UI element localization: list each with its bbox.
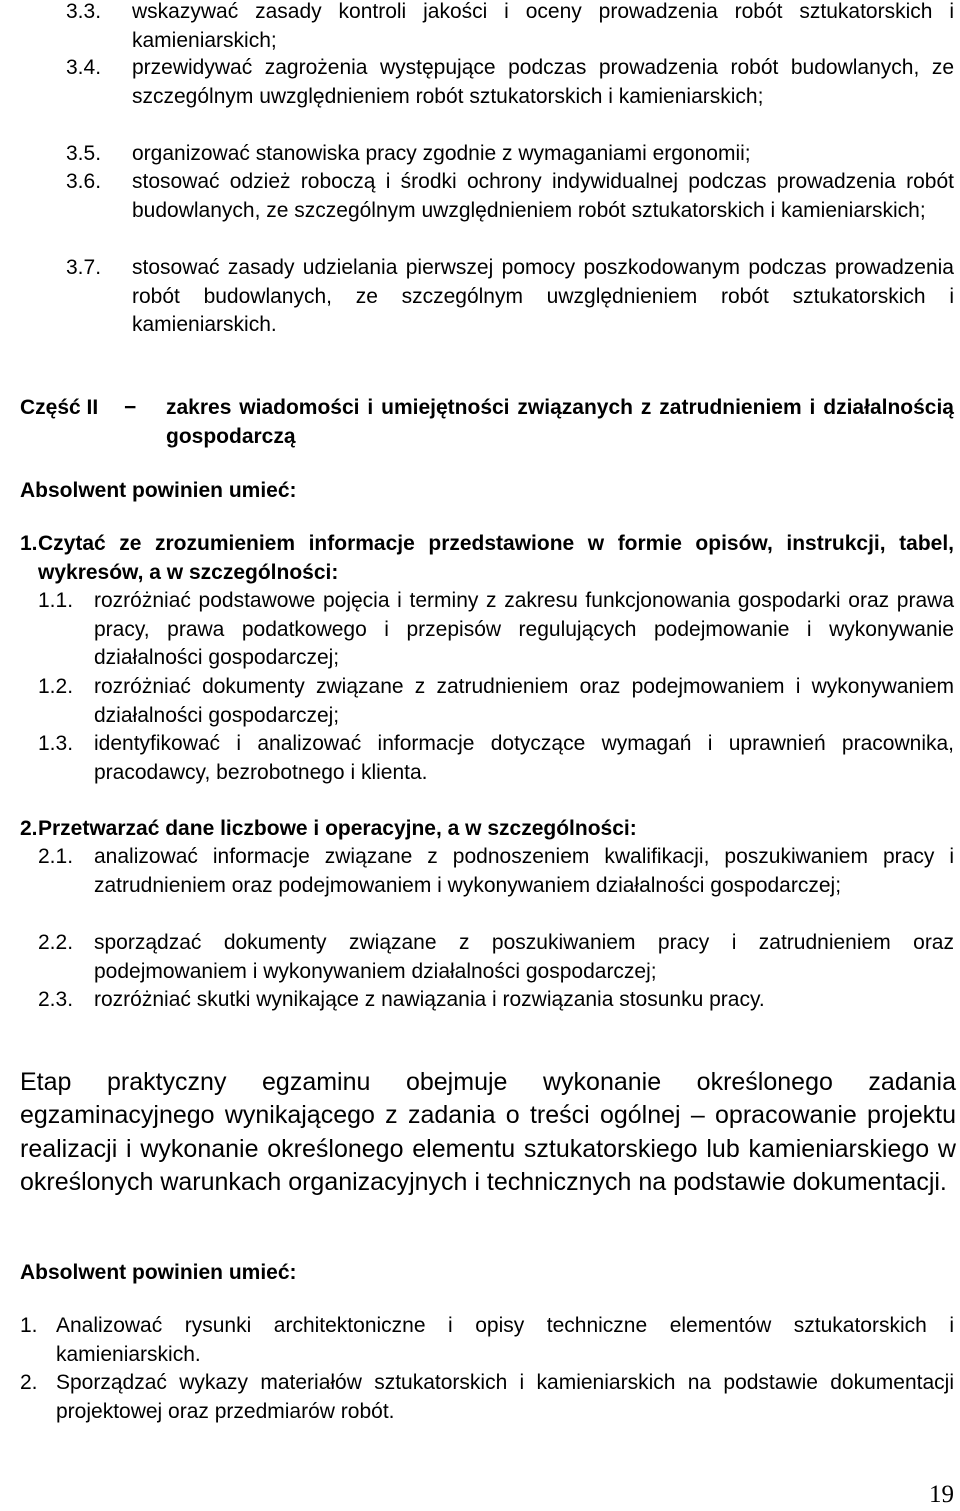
list-item-text: sporządzać dokumenty związane z poszukiwaniem pracy i zatrudnieniem oraz podejmowaniem i wykonywaniem działalności gospodarczej; [94, 931, 954, 983]
item-number: 2.1. [38, 845, 74, 868]
section-heading: Absolwent powinien umieć: [20, 479, 297, 502]
item-number: 1.1. [38, 589, 74, 612]
item-number: 3.4. [66, 56, 102, 79]
section-heading: Absolwent powinien umieć: [20, 1261, 297, 1284]
list-item-text: Sporządzać wykazy materiałów sztukatorskich i kamieniarskich na podstawie dokumentacji projektowej oraz przedmiarów robót. [56, 1371, 954, 1423]
item-number: 1.3. [38, 732, 74, 755]
item-number: 3.6. [66, 170, 102, 193]
practical-stage-paragraph: Etap praktyczny egzaminu obejmuje wykonanie określonego zadania egzaminacyjnego wynikającego z zadania o treści ogólnej – opracowanie projektu realizacji i wykonanie określonego elementu sztukatorskiego lub kamieniarskiego w określonych warunkach organizacyjnych i technicznych na podstawie dokumentacji. [20, 1068, 956, 1197]
item-number: 3.3. [66, 0, 102, 23]
part-label: Część II [20, 396, 99, 419]
group-title: Czytać ze zrozumieniem informacje przedstawione w formie opisów, instrukcji, tabel, wykresów, a w szczególności: [38, 532, 954, 584]
item-number: 3.5. [66, 142, 102, 165]
item-number: 2.2. [38, 931, 74, 954]
part-dash: − [124, 396, 137, 419]
list-item-text: przewidywać zagrożenia występujące podczas prowadzenia robót budowlanych, ze szczególnym uwzględnieniem robót sztukatorskich i kamieniarskich; [132, 56, 954, 108]
list-item-text: identyfikować i analizować informacje dotyczące wymagań i uprawnień pracownika, pracodawcy, bezrobotnego i klienta. [94, 732, 954, 784]
list-item-text: rozróżniać skutki wynikające z nawiązania i rozwiązania stosunku pracy. [94, 988, 765, 1011]
list-item-text: rozróżniać dokumenty związane z zatrudnieniem oraz podejmowaniem i wykonywaniem działalności gospodarczej; [94, 675, 954, 727]
list-item-text: organizować stanowiska pracy zgodnie z wymaganiami ergonomii; [132, 142, 751, 165]
item-number: 3.7. [66, 256, 102, 279]
list-item-text: stosować odzież roboczą i środki ochrony indywidualnej podczas prowadzenia robót budowlanych, ze szczególnym uwzględnieniem robót sztukatorskich i kamieniarskich; [132, 170, 954, 222]
list-item-text: analizować informacje związane z podnoszeniem kwalifikacji, poszukiwaniem pracy i zatrudnieniem oraz podejmowaniem i wykonywaniem działalności gospodarczej; [94, 845, 954, 897]
list-item-text: Analizować rysunki architektoniczne i opisy techniczne elementów sztukatorskich i kamieniarskich. [56, 1314, 954, 1366]
group-title: Przetwarzać dane liczbowe i operacyjne, a w szczególności: [38, 817, 637, 840]
list-item-text: rozróżniać podstawowe pojęcia i terminy z zakresu funkcjonowania gospodarki oraz prawa pracy, prawa podatkowego i przepisów regulujących podejmowanie i wykonywanie działalności gospodarczej; [94, 589, 954, 670]
list-item-text: stosować zasady udzielania pierwszej pomocy poszkodowanym podczas prowadzenia robót budowlanych, ze szczególnym uwzględnieniem robót sztukatorskich i kamieniarskich. [132, 256, 954, 337]
group-number: 1. [20, 532, 38, 555]
part-title: zakres wiadomości i umiejętności związanych z zatrudnieniem i działalnością gospodarczą [166, 396, 954, 448]
item-number: 1. [20, 1314, 38, 1337]
item-number: 2.3. [38, 988, 74, 1011]
group-number: 2. [20, 817, 38, 840]
page-number: 19 [929, 1481, 954, 1508]
item-number: 1.2. [38, 675, 74, 698]
list-item-text: wskazywać zasady kontroli jakości i oceny prowadzenia robót sztukatorskich i kamieniarskich; [132, 0, 954, 52]
item-number: 2. [20, 1371, 38, 1394]
